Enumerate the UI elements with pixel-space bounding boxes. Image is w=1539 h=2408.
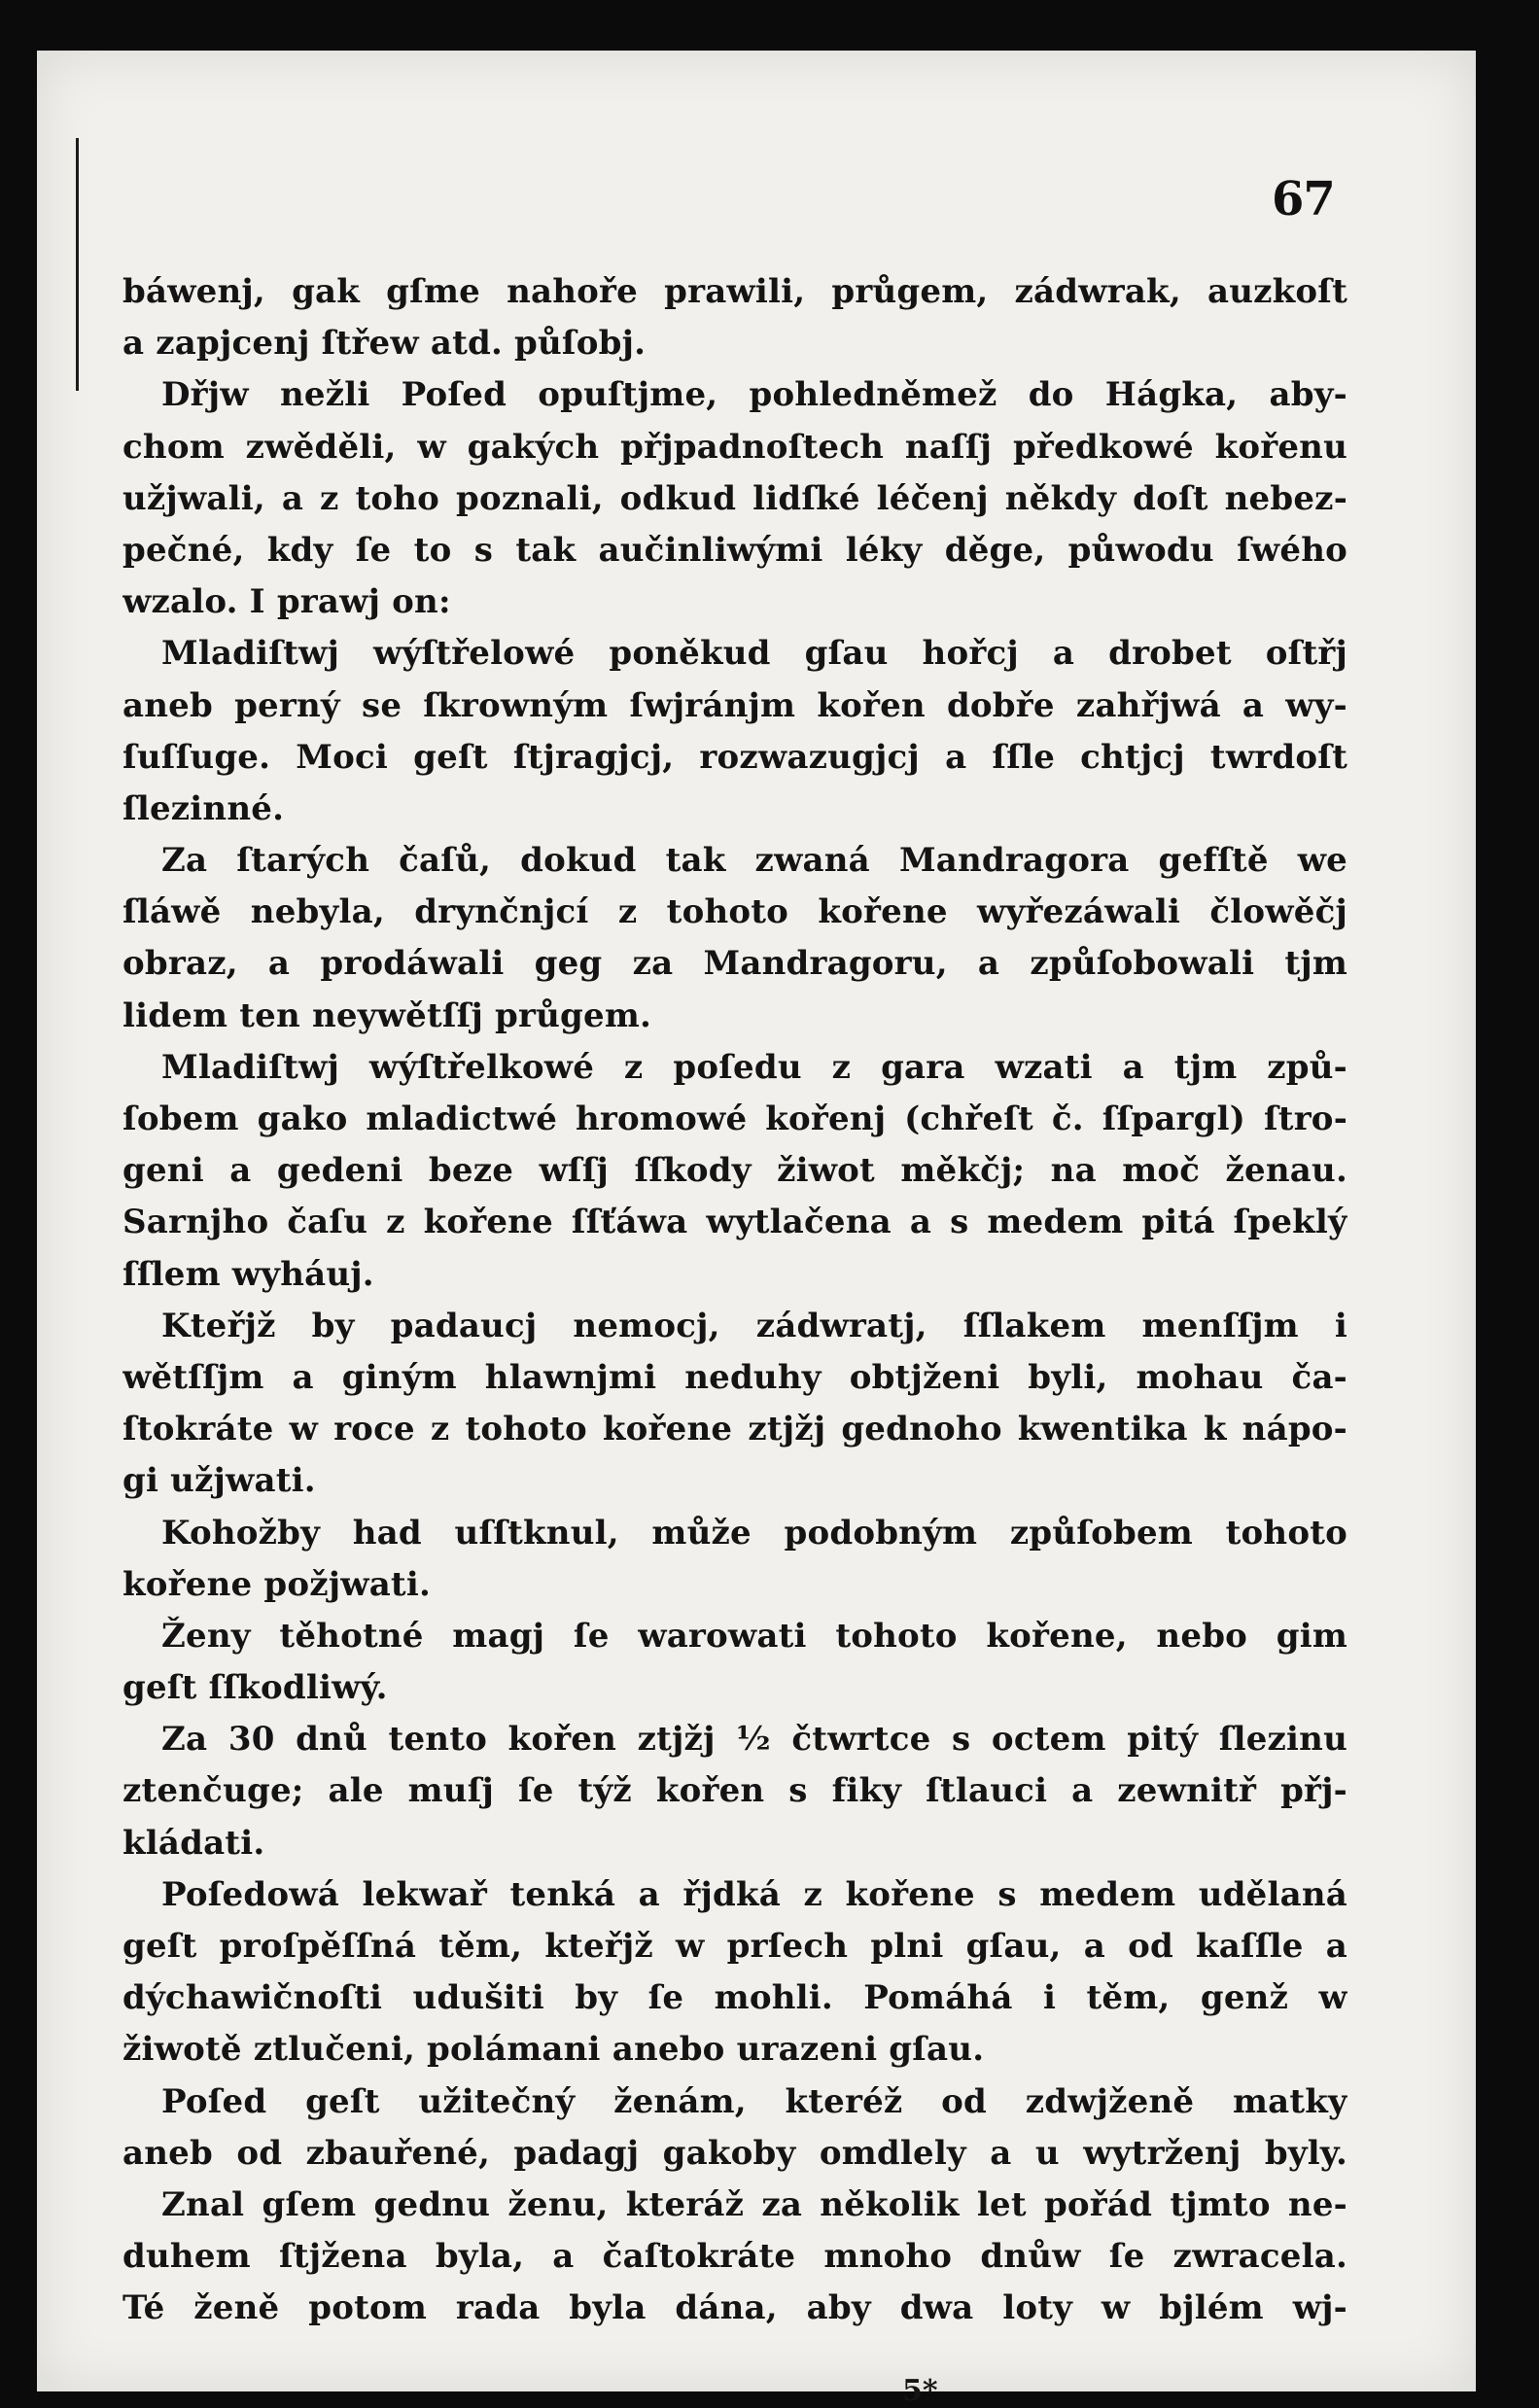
text-line: Dřjw nežli Poſed opuſtjme, pohledněmež do Hágka, aby-: [161, 375, 1347, 415]
text-line: chom zwěděli, w gakých přjpadnoſtech naſſj předkowé kořenu: [122, 427, 1347, 467]
text-line: Za 30 dnů tento kořen ztjžj ½ čtwrtce s octem pitý ſlezinu: [161, 1720, 1347, 1760]
text-line: obraz, a prodáwali geg za Mandragoru, a způſobowali tjm: [122, 944, 1347, 984]
text-line: užjwali, a z toho poznali, odkud lidſké léčenj někdy doſt nebez-: [122, 478, 1347, 518]
text-line: ſlezinné.: [122, 788, 285, 828]
text-line: pečné, kdy ſe to s tak aučinliwými léky děge, půwodu ſwého: [122, 530, 1347, 570]
text-line: Poſed geſt užitečný ženám, kteréž od zdwjženě matky: [161, 2081, 1347, 2121]
text-line: žiwotě ztlučeni, polámani anebo urazeni gſau.: [122, 2030, 985, 2070]
text-line: Té ženě potom rada byla dána, aby dwa loty w bjlém wj-: [122, 2288, 1347, 2328]
printer-signature: 5*: [902, 2374, 938, 2408]
text-line: Znal gſem gednu ženu, kteráž za několik let pořád tjmto ne-: [161, 2184, 1347, 2224]
text-line: ſtokráte w roce z tohoto kořene ztjžj gednoho kwentika k nápo-: [122, 1410, 1347, 1449]
text-line: Kteřjž by padaucj nemocj, zádwratj, ſſlakem menſſjm i: [161, 1306, 1347, 1345]
text-line: kládati.: [122, 1823, 265, 1863]
text-line: Za ſtarých čaſů, dokud tak zwaná Mandragora gefſtě we: [161, 841, 1347, 881]
text-line: ſuſſuge. Moci geſt ſtjragjcj, rozwazugjcj a ſſle chtjcj twrdoſt: [122, 737, 1347, 777]
text-line: kořene požjwati.: [122, 1564, 431, 1604]
text-line: aneb perný se ſkrowným ſwjránjm kořen dobře zahřjwá a wy-: [122, 685, 1347, 725]
text-line: Mladiſtwj wýſtřelowé poněkud gſau hořcj a drobet oſtřj: [161, 634, 1347, 674]
text-line: báwenj, gak gſme nahoře prawili, průgem, zádwrak, auzkoſt: [122, 272, 1347, 311]
text-line: ſláwě nebyla, drynčnjcí z tohoto kořene wyřezáwali člowěčj: [122, 892, 1347, 932]
page-number: 67: [1272, 172, 1335, 227]
text-line: duhem ſtjžena byla, a čaſtokráte mnoho dnůw ſe zwracela.: [122, 2237, 1347, 2277]
gutter-line: [76, 138, 79, 362]
text-line: Sarnjho čaſu z kořene ſſťáwa wytlačena a s medem pitá ſpeklý: [122, 1203, 1347, 1242]
text-line: lidem ten neywětſſj průgem.: [122, 995, 652, 1035]
text-line: ſſlem wyháuj.: [122, 1254, 374, 1294]
text-line: geni a gedeni beze wſſj ſſkody žiwot měkčj; na moč ženau.: [122, 1151, 1347, 1191]
book-page: [37, 51, 1476, 2408]
text-line: geſt ſſkodliwý.: [122, 1668, 388, 1708]
text-line: Kohožby had uſſtknul, může podobným způſobem tohoto: [161, 1513, 1347, 1553]
text-line: Ženy těhotné magj ſe warowati tohoto kořene, nebo gim: [161, 1616, 1347, 1656]
text-line: gi užjwati.: [122, 1461, 316, 1501]
text-line: aneb od zbauřené, padagj gakoby omdlely a u wytrženj byly.: [122, 2133, 1347, 2173]
text-line: dýchawičnoſti udušiti by ſe mohli. Pomáhá i těm, genž w: [122, 1978, 1347, 2018]
text-line: Mladiſtwj wýſtřelkowé z poſedu z gara wzati a tjm způ-: [161, 1047, 1347, 1087]
text-line: ſobem gako mladictwé hromowé kořenj (chřeſt č. ſſpargl) ſtro-: [122, 1099, 1347, 1138]
text-line: wzalo. I prawj on:: [122, 582, 451, 622]
body-text: [122, 266, 1347, 2335]
text-line: Poſedowá lekwař tenká a řjdká z kořene s medem udělaná: [161, 1874, 1347, 1914]
text-line: geſt proſpěſſná těm, kteřjž w prſech plni gſau, a od kaſſle a: [122, 1927, 1347, 1966]
text-line: a zapjcenj ſtřew atd. půſobj.: [122, 324, 647, 364]
text-line: ztenčuge; ale muſj ſe týž kořen s fiky ſtlauci a zewnitř přj-: [122, 1771, 1347, 1811]
gutter-tick: [76, 342, 79, 391]
text-line: wětſſjm a giným hlawnjmi neduhy obtjženi byli, mohau ča-: [122, 1357, 1347, 1397]
